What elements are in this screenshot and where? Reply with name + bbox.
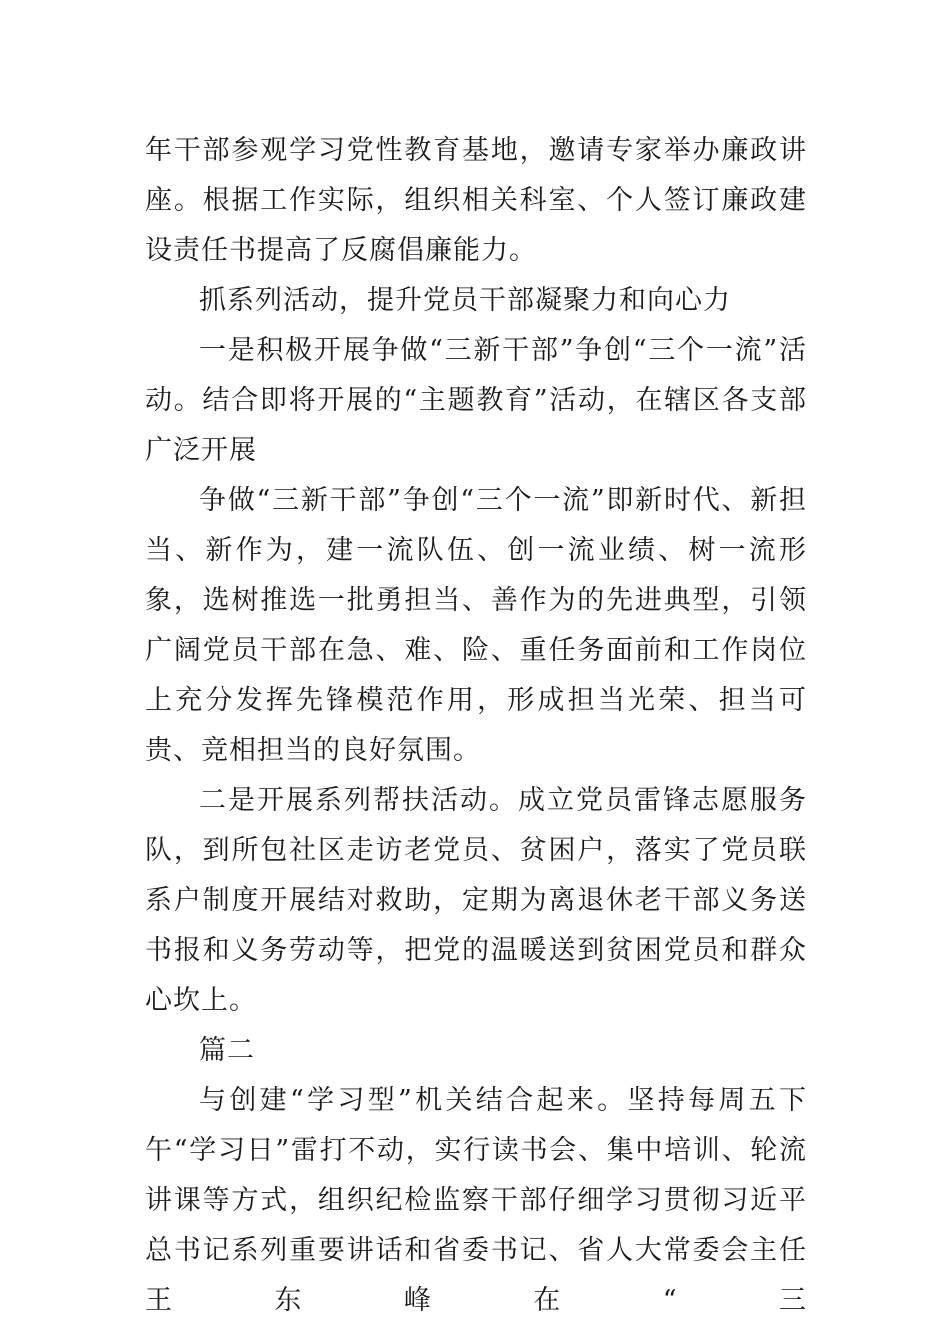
document-body [145, 126, 807, 1326]
paragraph-1: 年干部参观学习党性教育基地，邀请专家举办廉政讲座。根据工作实际，组织相关科室、个人签订廉政建设责任书提高了反腐倡廉能力。 [145, 135, 807, 266]
paragraph-4: 二是开展系列帮扶活动。成立党员雷锋志愿服务队，到所包社区走访老党员、贫困户，落实了党员联系户制度开展结对救助，定期为离退休老干部义务送书报和义务劳动等，把党的温暖送到贫困党员和群众心坎上。 [145, 785, 807, 1016]
paragraph-2: 一是积极开展争做“三新干部”争创“三个一流”活动。结合即将开展的“主题教育”活动，在辖区各支部广泛开展 [145, 335, 807, 466]
paragraph-5: 与创建“学习型”机关结合起来。坚持每周五下午“学习日”雷打不动，实行读书会、集中培训、轮流讲课等方式，组织纪检监察干部仔细学习贯彻习近平总书记系列重要讲话和省委书记、省人大常委会主任王东峰在“三 [145, 1085, 807, 1316]
part-heading: 篇二 [199, 1035, 255, 1066]
paragraph-3: 争做“三新干部”争创“三个一流”即新时代、新担当、新作为，建一流队伍、创一流业绩、树一流形象，选树推选一批勇担当、善作为的先进典型，引领广阔党员干部在急、难、险、重任务面前和工作岗位上充分发挥先锋模范作用，形成担当光荣、担当可贵、竞相担当的良好氛围。 [145, 485, 807, 766]
section-heading: 抓系列活动，提升党员干部凝聚力和向心力 [199, 285, 731, 316]
